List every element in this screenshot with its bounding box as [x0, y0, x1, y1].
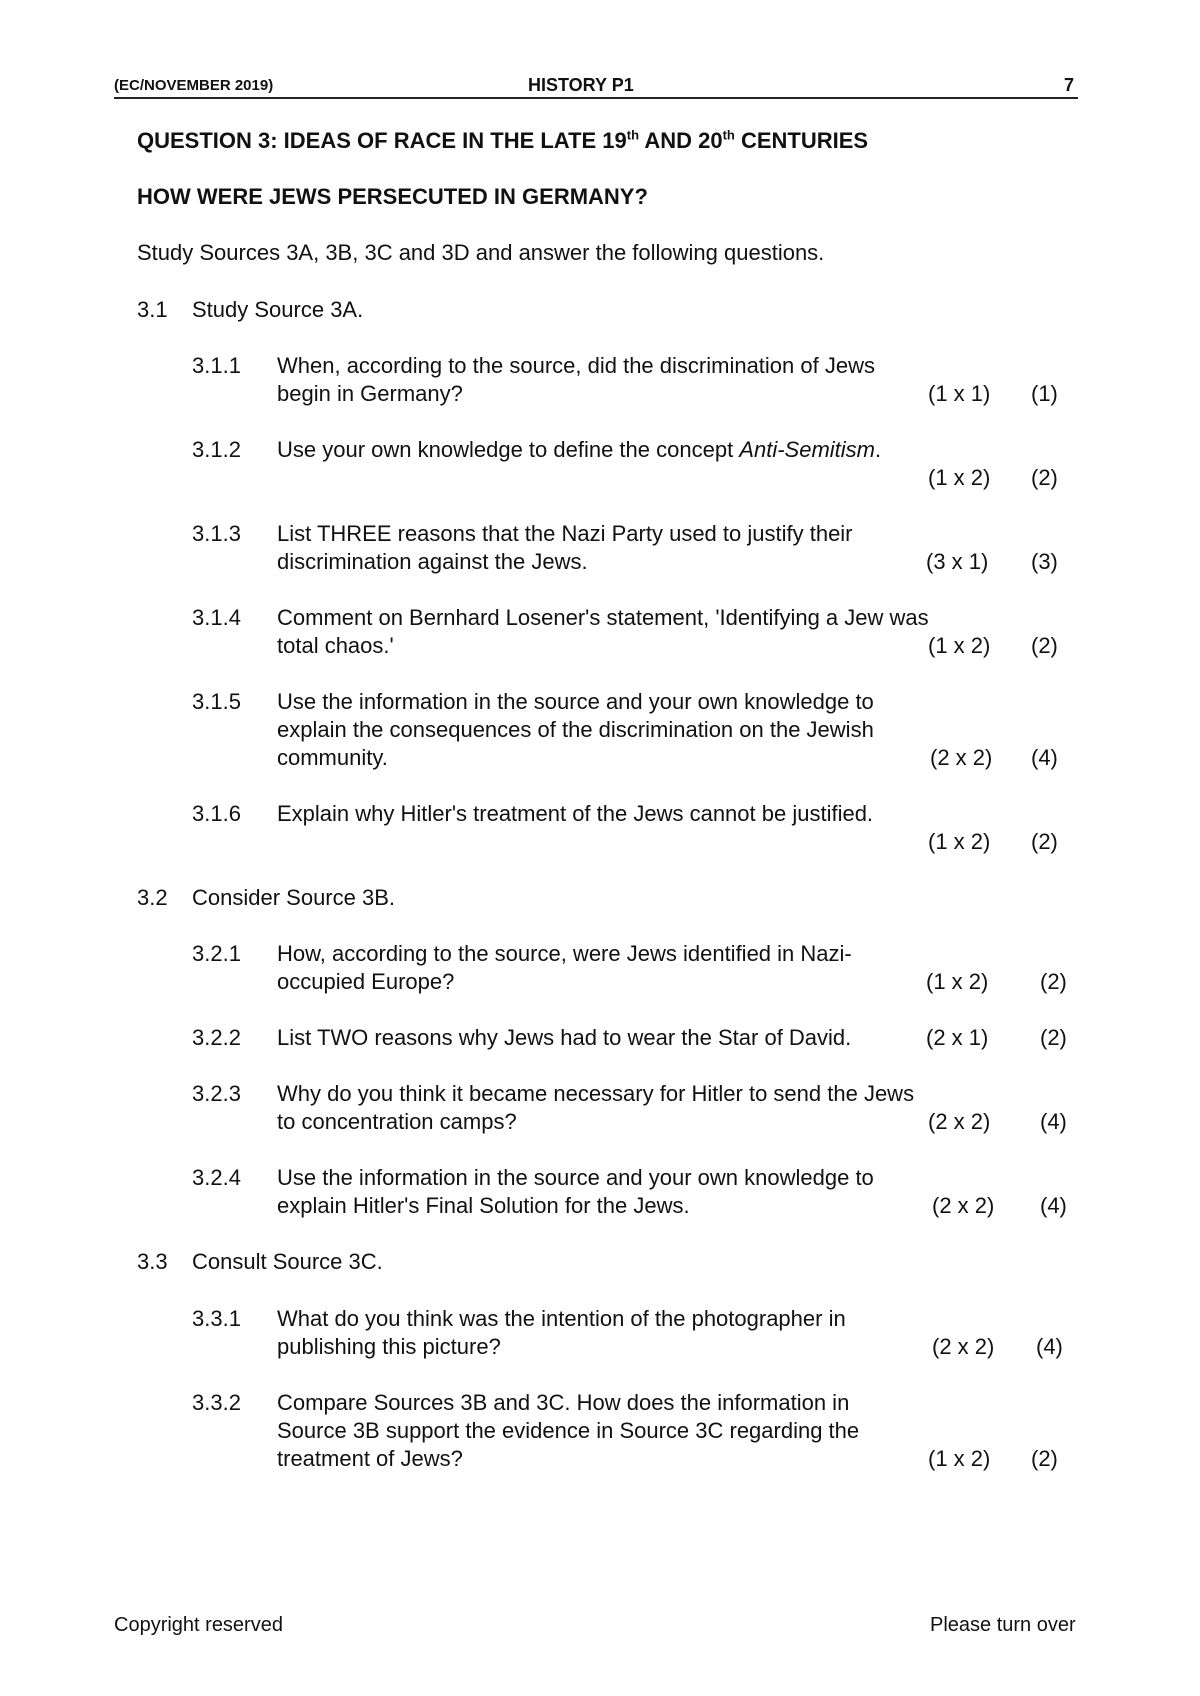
mark-total: (4) — [1040, 1193, 1067, 1218]
mark-total: (4) — [1040, 1109, 1067, 1134]
footer-turn-over: Please turn over — [930, 1614, 1076, 1636]
mark-calculation: (3 x 1) — [926, 549, 989, 574]
question-number: 3.3.2 — [192, 1390, 241, 1415]
section-instruction: Consult Source 3C. — [192, 1249, 383, 1274]
mark-total: (3) — [1031, 549, 1058, 574]
question-text-line: discrimination against the Jews. — [277, 549, 588, 574]
mark-calculation: (1 x 2) — [928, 465, 991, 490]
question-text-line: Use your own knowledge to define the concept Anti-Semitism. — [277, 437, 882, 462]
mark-total: (2) — [1031, 465, 1058, 490]
mark-calculation: (1 x 2) — [928, 829, 991, 854]
question-text-line: Why do you think it became necessary for Hitler to send the Jews — [277, 1081, 915, 1106]
mark-total: (2) — [1031, 829, 1058, 854]
instruction-text: Study Sources 3A, 3B, 3C and 3D and answer the following questions. — [137, 240, 825, 265]
header-rule — [114, 97, 1078, 99]
question-text-line: Compare Sources 3B and 3C. How does the information in — [277, 1390, 850, 1415]
question-text-line: begin in Germany? — [277, 381, 463, 406]
question-number: 3.2.3 — [192, 1081, 241, 1106]
section-number: 3.3 — [137, 1249, 168, 1274]
mark-calculation: (1 x 2) — [926, 969, 989, 994]
question-text-line: community. — [277, 745, 388, 770]
mark-calculation: (2 x 2) — [932, 1193, 995, 1218]
question-text-line: Use the information in the source and your own knowledge to — [277, 1165, 874, 1190]
mark-calculation: (2 x 2) — [932, 1334, 995, 1359]
header-exam-session: (EC/NOVEMBER 2019) — [114, 77, 274, 94]
question-text-line: Use the information in the source and your own knowledge to — [277, 689, 874, 714]
question-number: 3.2.2 — [192, 1025, 241, 1050]
mark-total: (2) — [1031, 1446, 1058, 1471]
header-page-number: 7 — [1064, 75, 1075, 95]
question-number: 3.1.1 — [192, 353, 241, 378]
question-number: 3.1.2 — [192, 437, 241, 462]
header-subject: HISTORY P1 — [528, 75, 634, 95]
mark-total: (2) — [1040, 969, 1067, 994]
question-text-line: treatment of Jews? — [277, 1446, 463, 1471]
section-instruction: Consider Source 3B. — [192, 885, 395, 910]
question-number: 3.1.3 — [192, 521, 241, 546]
question-text-line: total chaos.' — [277, 633, 394, 658]
mark-total: (4) — [1036, 1334, 1063, 1359]
question-text-line: publishing this picture? — [277, 1334, 501, 1359]
question-text-line: How, according to the source, were Jews identified in Nazi- — [277, 941, 852, 966]
question-text-line: to concentration camps? — [277, 1109, 517, 1134]
section-number: 3.1 — [137, 297, 168, 322]
section-instruction: Study Source 3A. — [192, 297, 364, 322]
mark-total: (4) — [1031, 745, 1058, 770]
question-number: 3.2.4 — [192, 1165, 241, 1190]
question-number: 3.1.6 — [192, 801, 241, 826]
mark-total: (2) — [1031, 633, 1058, 658]
question-text-line: Comment on Bernhard Losener's statement, 'Identifying a Jew was — [277, 605, 929, 630]
question-text-line: explain the consequences of the discrimination on the Jewish — [277, 717, 874, 742]
question-text-line: When, according to the source, did the discrimination of Jews — [277, 353, 875, 378]
mark-calculation: (1 x 2) — [928, 1446, 991, 1471]
mark-calculation: (1 x 1) — [928, 381, 991, 406]
mark-calculation: (2 x 2) — [930, 745, 993, 770]
question-text-line: What do you think was the intention of the photographer in — [277, 1306, 846, 1331]
mark-calculation: (2 x 2) — [928, 1109, 991, 1134]
concept-term: Anti-Semitism — [739, 437, 875, 462]
section-number: 3.2 — [137, 885, 168, 910]
mark-calculation: (2 x 1) — [926, 1025, 989, 1050]
question-title: QUESTION 3: IDEAS OF RACE IN THE LATE 19th AND 20th CENTURIES — [137, 127, 869, 153]
question-text-line: explain Hitler's Final Solution for the Jews. — [277, 1193, 690, 1218]
question-number: 3.2.1 — [192, 941, 241, 966]
question-number: 3.1.5 — [192, 689, 241, 714]
mark-total: (2) — [1040, 1025, 1067, 1050]
question-text-line: Source 3B support the evidence in Source 3C regarding the — [277, 1418, 860, 1443]
mark-total: (1) — [1031, 381, 1058, 406]
question-text-line: List THREE reasons that the Nazi Party used to justify their — [277, 521, 853, 546]
question-text-line: Explain why Hitler's treatment of the Jews cannot be justified. — [277, 801, 874, 826]
mark-calculation: (1 x 2) — [928, 633, 991, 658]
question-number: 3.3.1 — [192, 1306, 241, 1331]
footer-copyright: Copyright reserved — [114, 1614, 283, 1636]
question-text-line: occupied Europe? — [277, 969, 455, 994]
question-subheading: HOW WERE JEWS PERSECUTED IN GERMANY? — [137, 184, 648, 209]
question-number: 3.1.4 — [192, 605, 241, 630]
question-text-line: List TWO reasons why Jews had to wear the Star of David. — [277, 1025, 852, 1050]
